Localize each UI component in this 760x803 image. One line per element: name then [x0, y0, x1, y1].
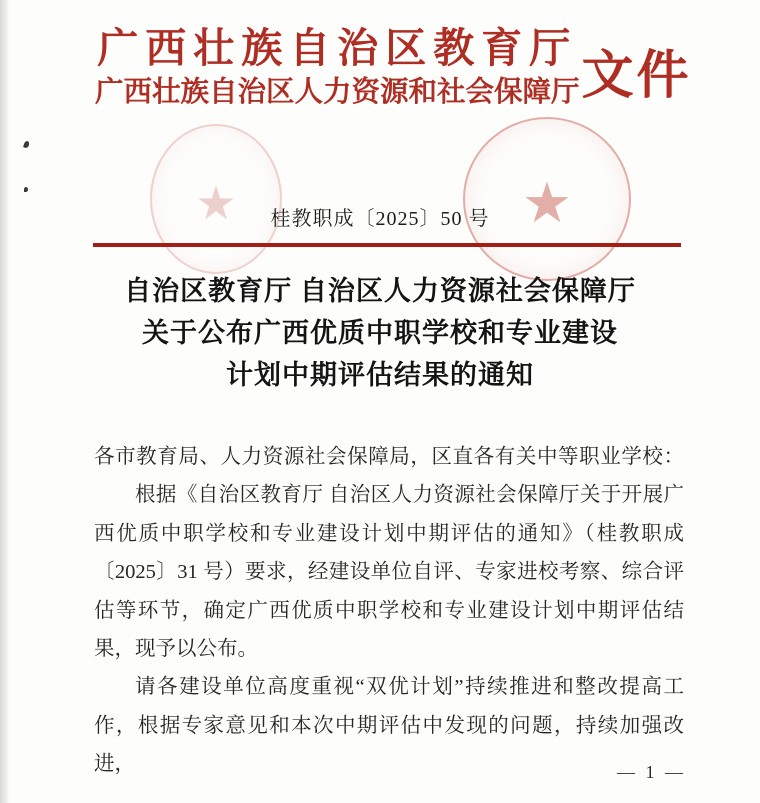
document-type-label: 文件: [581, 47, 692, 105]
document-body: [94, 438, 684, 784]
org-name-education-dept: 广西壮族自治区教育厅: [97, 25, 578, 71]
scan-speck: [23, 140, 30, 148]
letterhead: [95, 26, 690, 108]
title-line: 计划中期评估结果的通知: [226, 360, 534, 390]
scan-speck: [24, 187, 28, 192]
official-seal-watermark-left: [150, 124, 282, 274]
star-icon: ★: [195, 176, 237, 230]
title-line: 关于公布广西优质中职学校和专业建设: [142, 318, 618, 348]
official-seal-watermark-right: [463, 117, 631, 281]
body-paragraph: 根据《自治区教育厅 自治区人力资源社会保障厅关于开展广西优质中职学校和专业建设计划中期评估的通知》（桂教职成〔2025〕31 号）要求，经建设单位自评、专家进校考察、综合评估等环节，确定广西优质中职学校和专业建设计划中期评估结果，现予以公布。: [94, 484, 684, 661]
red-divider-rule: [93, 243, 681, 247]
salutation-line: 各市教育局、人力资源社会保障局，区直各有关中等职业学校：: [94, 446, 684, 468]
issuing-organs: [95, 26, 580, 108]
title-line: 自治区教育厅 自治区人力资源社会保障厅: [124, 276, 636, 306]
document-title: [60, 270, 700, 396]
document-number: 桂教职成〔2025〕50 号: [270, 208, 490, 230]
star-icon: ★: [521, 171, 573, 236]
org-name-hr-social-security-dept: 广西壮族自治区人力资源和社会保障厅: [95, 77, 580, 109]
page-number: — 1 —: [617, 762, 686, 782]
body-paragraph: 请各建设单位高度重视“双优计划”持续推进和整改提高工作，根据专家意见和本次中期评估中发现的问题，持续加强改进，: [94, 676, 684, 776]
